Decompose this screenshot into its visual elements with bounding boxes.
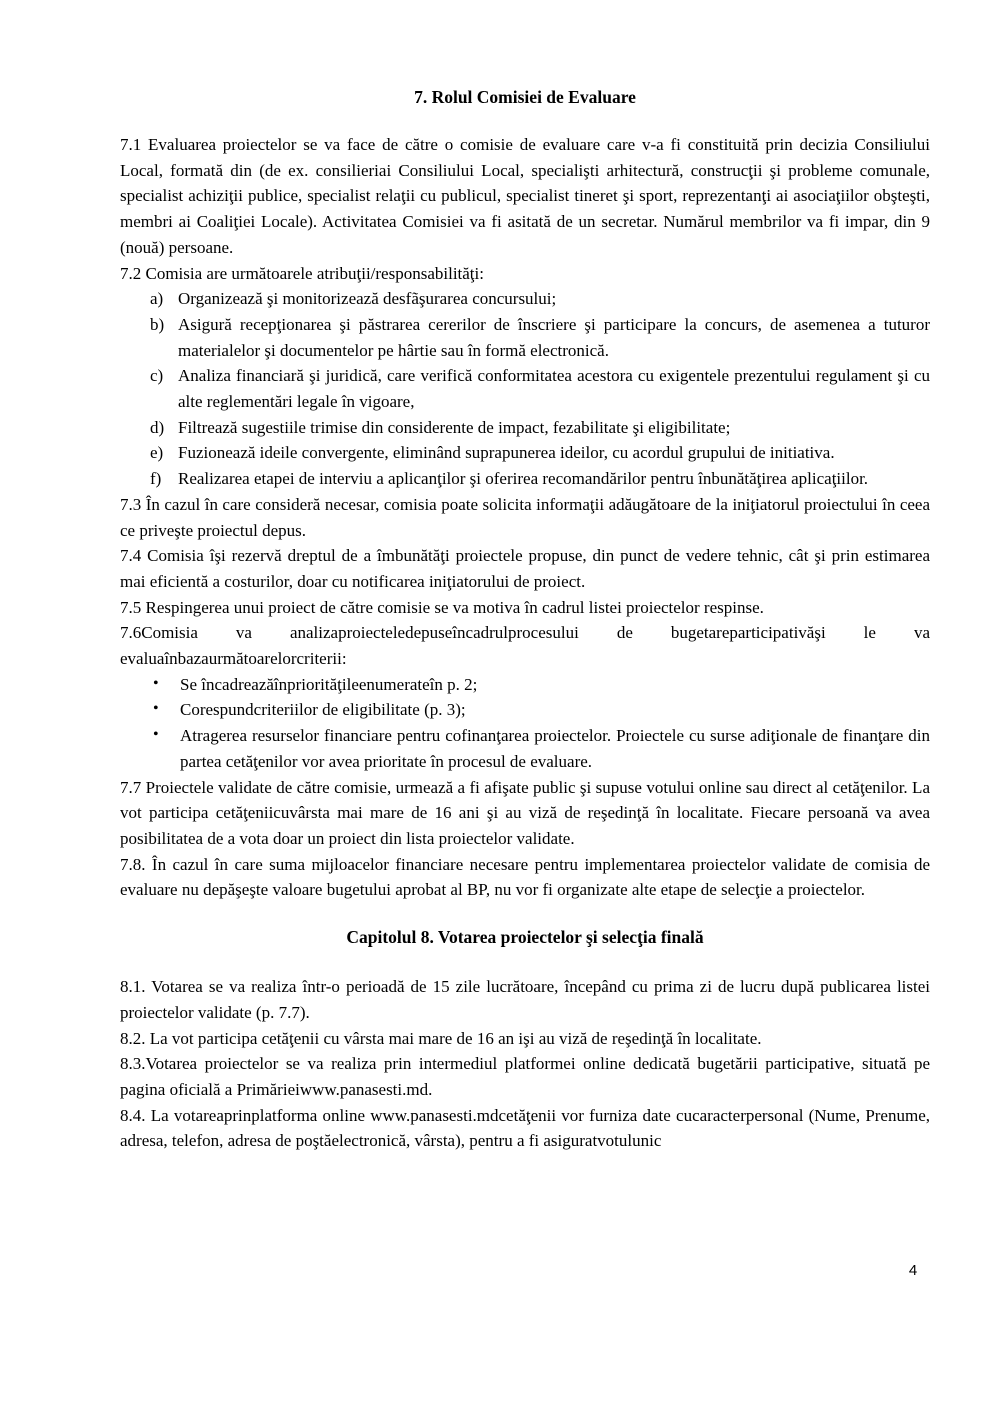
- bullet-icon: •: [153, 726, 159, 744]
- paragraph-8-2: 8.2. La vot participa cetăţenii cu vârsta mai mare de 16 an işi au viză de reşedinţă în localitate.: [120, 1028, 762, 1048]
- list-item-f: [120, 466, 930, 492]
- paragraph-7-4: 7.4 Comisia îşi rezervă dreptul de a îmbunătăţi proiectele propuse, din punct de vedere tehnic, cât şi prin estimarea mai eficientă a costurilor, doar cu notificarea iniţiatorului de proiect.: [120, 546, 930, 591]
- list-item-c-text: Analiza financiară şi juridică, care verifică conformitatea acestora cu exigentele prezentului regulament şi cu alte reglementări legale în vigoare,: [178, 366, 930, 412]
- paragraph-7-5: 7.5 Respingerea unui proiect de către comisie se va motiva în cadrul listei proiectelor respinse.: [120, 597, 764, 617]
- paragraph-7-6: 7.6Comisia va analizaproiecteledepuseîncadrulprocesului de bugetareparticipativăşi le va evaluaînbazaurmătoarelorcriterii:: [120, 623, 930, 669]
- responsibilities-alpha-list: [120, 286, 930, 492]
- bullet-item-3-text: Atragerea resurselor financiare pentru cofinanţarea proiectelor. Proiectele cu surse adiţionale de finanţare din partea cetăţenilor vor avea prioritate în procesul de evaluare.: [180, 726, 930, 771]
- list-marker-b: b): [150, 314, 165, 334]
- list-marker-a: a): [150, 289, 164, 309]
- bullet-icon: •: [153, 674, 159, 692]
- list-item-e: [120, 440, 930, 466]
- list-marker-f: f): [150, 469, 162, 489]
- list-marker-d: d): [150, 417, 165, 437]
- paragraph-8-3: 8.3.Votarea proiectelor se va realiza prin intermediul platformei online dedicată bugetării participative, situată pe pagina oficială a Primărieiwww.panasesti.md.: [120, 1054, 930, 1099]
- bullet-item-2-text: Corespundcriteriilor de eligibilitate (p. 3);: [180, 700, 466, 720]
- page-number: 4: [908, 1262, 918, 1279]
- list-marker-c: c): [150, 366, 164, 386]
- paragraph-8-1: 8.1. Votarea se va realiza într-o perioadă de 15 zile lucrătoare, începând cu prima zi de lucru după publicarea listei proiectelor validate (p. 7.7).: [120, 977, 930, 1022]
- bullet-item-1: [120, 672, 930, 698]
- paragraph-7-2: 7.2 Comisia are următoarele atribuţii/responsabilităţi:: [120, 263, 484, 283]
- list-item-b: [120, 312, 930, 363]
- list-marker-e: e): [150, 443, 164, 463]
- list-item-a-text: Organizează şi monitorizează desfãşurarea concursului;: [178, 289, 557, 309]
- paragraph-7-8: 7.8. În cazul în care suma mijloacelor financiare necesare pentru implementarea proiectelor validate de comisia de evaluare nu depăşeşte valoare bugetului aprobat al BP, nu vor fi organizate alte etape de selecţie a proiectelor.: [120, 854, 930, 900]
- section-8-title: Capitolul 8. Votarea proiectelor şi selecţia finală: [346, 927, 704, 948]
- bullet-icon: •: [153, 700, 159, 718]
- bullet-item-1-text: Se încadreazăînpriorităţileenumerateîn p. 2;: [180, 674, 478, 694]
- criteria-bullet-list: [120, 672, 930, 775]
- bullet-item-3: [120, 723, 930, 774]
- bullet-item-2: [120, 697, 930, 723]
- paragraph-8-4: 8.4. La votareaprinplatforma online www.panasesti.mdcetăţenii vor furniza date cucaracterpersonal (Nume, Prenume, adresa, telefon, adresa de poştăelectronică, vârsta), pentru a fi asiguratvotulunic: [120, 1105, 930, 1151]
- list-item-d-text: Filtrează sugestiile trimise din considerente de impact, fezabilitate şi eligibilitate;: [178, 417, 731, 437]
- section-7-title: 7. Rolul Comisiei de Evaluare: [414, 87, 636, 107]
- paragraph-7-3: 7.3 În cazul în care consideră necesar, comisia poate solicita informaţii adăugătoare de la iniţiatorul proiectului în ceea ce priveşte proiectul depus.: [120, 494, 930, 540]
- paragraph-7-1: 7.1 Evaluarea proiectelor se va face de către o comisie de evaluare care v-a fi constituită prin decizia Consiliului Local, formată din (de ex. consilieriai Consiliului Local, specialişti arhitectură, construcţii şi probleme comunale, specialist achiziţii publice, specialist relaţii cu publicul, specialist tineret şi sport, reprezentanţi ai asociaţiilor obşteşti, membri ai Coaliţiei Locale). Activitatea Comisiei va fi asitată de un secretar. Numărul membrilor va fi impar, din 9 (nouă) persoane.: [120, 135, 930, 257]
- paragraph-7-7: 7.7 Proiectele validate de către comisie, urmează a fi afişate public şi supuse votului online sau direct al cetăţenilor. La vot participa cetăţeniicuvârsta mai mare de 16 ani şi au viză de reşedinţă în localitate. Fiecare persoană va avea posibilitatea de a vota doar un proiect din lista proiectelor validate.: [120, 777, 930, 848]
- document-content: [120, 84, 930, 1154]
- list-item-c: [120, 363, 930, 414]
- list-item-d: [120, 415, 930, 441]
- list-item-a: [120, 286, 930, 312]
- list-item-b-text: Asigură recepţionarea şi păstrarea cererilor de înscriere şi participare la concurs, de asemenea a tuturor materialelor şi documentelor pe hârtie sau în formă electronică.: [178, 314, 930, 360]
- list-item-f-text: Realizarea etapei de interviu a aplicanţilor şi oferirea recomandărilor pentru înbunătăţirea aplicaţiilor.: [178, 469, 869, 489]
- list-item-e-text: Fuzionează ideile convergente, eliminând suprapunerea ideilor, cu acordul grupului de initiativa.: [178, 443, 835, 463]
